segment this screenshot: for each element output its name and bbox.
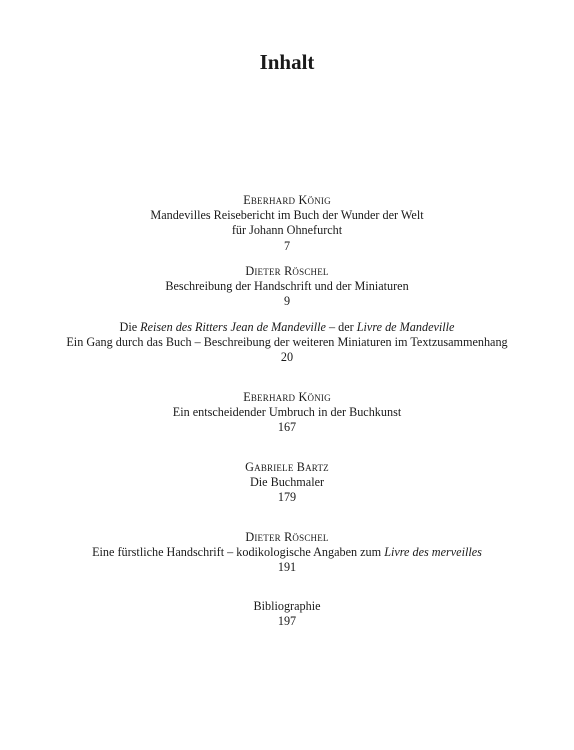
- toc-entry: [0, 390, 574, 435]
- toc-entry: [0, 264, 574, 309]
- entry-author: Dieter Röschel: [245, 264, 329, 278]
- entry-title-italic: Livre des merveilles: [384, 545, 482, 559]
- entry-page-number: 167: [277, 420, 297, 434]
- toc-entry: [0, 460, 574, 505]
- entry-author: Eberhard König: [243, 390, 331, 404]
- entry-title: Bibliographie: [253, 599, 321, 613]
- toc-entry: [0, 193, 574, 254]
- page-title: Inhalt: [259, 50, 315, 74]
- entry-title-text: – der: [325, 320, 357, 334]
- entry-title-text: Eine fürstliche Handschrift – kodikologische Angaben zum: [92, 545, 385, 559]
- toc-entry: [0, 320, 574, 365]
- toc-entry: [0, 530, 574, 575]
- entry-title-continued: für Johann Ohnefurcht: [231, 223, 343, 237]
- entry-title-italic: Livre de Mandeville: [356, 320, 455, 334]
- entry-title: Beschreibung der Handschrift und der Miniaturen: [165, 279, 409, 293]
- entry-page-number: 179: [277, 490, 297, 504]
- entry-page-number: 197: [277, 614, 297, 628]
- entry-title-text: Die: [119, 320, 141, 334]
- entry-author: Dieter Röschel: [245, 530, 329, 544]
- entry-author: Eberhard König: [243, 193, 331, 207]
- entry-page-number: 191: [277, 560, 297, 574]
- entry-title: Die Buchmaler: [249, 475, 325, 489]
- entry-page-number: 9: [283, 294, 291, 308]
- entry-title: [0, 545, 574, 560]
- entry-page-number: 20: [280, 350, 294, 364]
- toc-entry: [0, 599, 574, 629]
- entry-page-number: 7: [283, 239, 291, 253]
- entry-title: Ein entscheidender Umbruch in der Buchkunst: [172, 405, 402, 419]
- entry-title: Mandevilles Reisebericht im Buch der Wunder der Welt: [150, 208, 424, 222]
- entry-title: [0, 320, 574, 335]
- entry-title-italic: Reisen des Ritters Jean de Mandeville: [140, 320, 326, 334]
- entry-subtitle: Ein Gang durch das Buch – Beschreibung der weiteren Miniaturen im Textzusammenhang: [66, 335, 508, 349]
- entry-author: Gabriele Bartz: [245, 460, 329, 474]
